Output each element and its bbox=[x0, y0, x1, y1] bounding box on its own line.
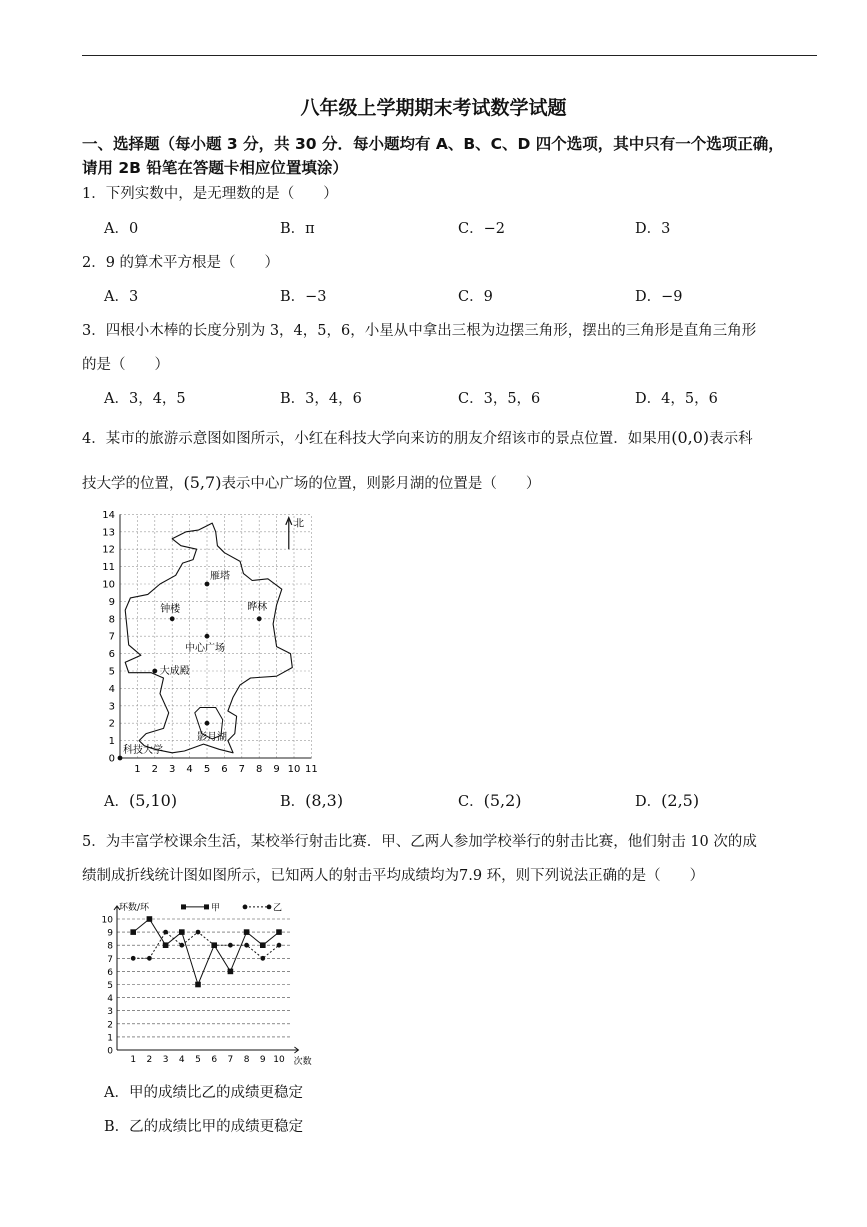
q4-option-c-value: (5,2) bbox=[483, 791, 522, 810]
q1-option-a[interactable]: A．0 bbox=[104, 221, 139, 237]
data-point-yi bbox=[163, 930, 168, 935]
data-point-jia bbox=[195, 982, 201, 988]
map-y-tick-label: 10 bbox=[102, 579, 115, 591]
data-point-jia bbox=[179, 929, 185, 935]
chart-x-tick-label: 4 bbox=[178, 1055, 185, 1065]
q4-option-c-letter: C． bbox=[458, 794, 484, 810]
map-x-tick-label: 3 bbox=[169, 764, 176, 775]
data-point-jia bbox=[147, 916, 153, 922]
map-x-tick-label: 7 bbox=[238, 764, 245, 775]
q4-option-b-value: (8,3) bbox=[305, 791, 344, 810]
map-origin-label: 0 bbox=[108, 753, 115, 765]
map-y-tick-label: 6 bbox=[108, 649, 115, 661]
exam-title: 八年级上学期期末考试数学试题 bbox=[300, 97, 567, 119]
map-y-tick-label: 2 bbox=[108, 718, 115, 730]
q1-option-c[interactable]: C．−2 bbox=[458, 221, 505, 237]
q2-option-c[interactable]: C．9 bbox=[458, 289, 493, 305]
chart-x-tick-label: 2 bbox=[146, 1055, 153, 1065]
map-x-tick-label: 9 bbox=[273, 764, 280, 775]
chart-x-tick-label: 5 bbox=[195, 1055, 201, 1065]
data-point-jia bbox=[228, 969, 234, 975]
q4-option-d[interactable] bbox=[635, 790, 699, 811]
legend-label-jia: 甲 bbox=[211, 903, 221, 914]
chart-x-tick-label: 8 bbox=[243, 1055, 250, 1065]
chart-x-tick-label: 1 bbox=[130, 1055, 137, 1065]
map-y-tick-label: 9 bbox=[108, 596, 115, 608]
data-point-yi bbox=[196, 930, 201, 935]
legend-marker-yi bbox=[267, 905, 272, 910]
section-heading bbox=[82, 132, 822, 180]
q1-option-b[interactable]: B．π bbox=[280, 221, 315, 237]
q4-option-b-letter: B． bbox=[280, 794, 306, 810]
chart-y-axis-label: 环数/环 bbox=[119, 902, 150, 913]
q4-option-d-letter: D． bbox=[635, 794, 662, 810]
map-x-tick-label: 6 bbox=[221, 764, 228, 775]
chart-y-tick-label: 5 bbox=[107, 981, 113, 991]
chart-x-tick-label: 3 bbox=[162, 1055, 169, 1065]
map-x-tick-label: 10 bbox=[287, 764, 301, 775]
place-label: 晔林 bbox=[247, 601, 268, 613]
data-point-jia bbox=[260, 942, 266, 948]
map-y-tick-label: 1 bbox=[108, 736, 115, 748]
map-x-tick-label: 4 bbox=[186, 764, 193, 775]
data-point-jia bbox=[276, 929, 282, 935]
q2-option-b[interactable]: B．−3 bbox=[280, 289, 327, 305]
legend-marker-jia bbox=[204, 904, 209, 909]
city-boundary bbox=[125, 523, 292, 753]
map-x-tick-label: 8 bbox=[256, 764, 263, 775]
q5-stem-line1: 5．为丰富学校课余生活，某校举行射击比赛．甲、乙两人参加学校举行的射击比赛，他们射击 10 次的成 bbox=[82, 834, 757, 850]
legend-label-yi: 乙 bbox=[273, 903, 283, 914]
data-point-jia bbox=[163, 942, 169, 948]
place-label: 钟楼 bbox=[160, 603, 181, 615]
chart-y-tick-label: 8 bbox=[107, 941, 113, 952]
place-dot bbox=[152, 669, 157, 674]
chart-y-tick-label: 4 bbox=[107, 994, 113, 1005]
data-point-jia bbox=[244, 929, 250, 935]
series-line-jia bbox=[133, 919, 279, 985]
q4-stem-line1-tail: 表示科 bbox=[709, 431, 753, 447]
q4-stem-line2-tail: 表示中心广场的位置，则影月湖的位置是（ ） bbox=[221, 476, 541, 492]
place-label: 科技大学 bbox=[123, 745, 163, 756]
chart-y-tick-label: 7 bbox=[107, 954, 113, 965]
q5-stem-line2: 绩制成折线统计图如图所示，已知两人的射击平均成绩均为7.9 环，则下列说法正确的是（ ） bbox=[82, 868, 705, 884]
chart-x-tick-label: 7 bbox=[227, 1055, 234, 1065]
chart-y-tick-label: 2 bbox=[107, 1020, 113, 1031]
data-point-yi bbox=[260, 956, 265, 961]
place-dot bbox=[205, 582, 210, 587]
q5-option-b[interactable]: B．乙的成绩比甲的成绩更稳定 bbox=[104, 1119, 304, 1135]
q4-stem-line2 bbox=[82, 472, 540, 493]
q1-stem: 1．下列实数中，是无理数的是（ ） bbox=[82, 186, 338, 202]
map-y-tick-label: 5 bbox=[108, 666, 115, 678]
place-label: 中心广场 bbox=[185, 643, 225, 655]
place-dot bbox=[118, 756, 123, 761]
chart-x-tick-label: 6 bbox=[211, 1055, 218, 1065]
q4-square-coord: (5,7) bbox=[183, 473, 222, 492]
map-y-tick-label: 3 bbox=[108, 701, 115, 713]
q4-option-d-value: (2,5) bbox=[661, 791, 700, 810]
map-y-tick-label: 8 bbox=[108, 614, 115, 626]
legend-marker-yi bbox=[243, 905, 248, 910]
map-y-tick-label: 12 bbox=[102, 544, 115, 556]
map-y-tick-label: 14 bbox=[102, 509, 115, 521]
data-point-yi bbox=[228, 943, 233, 948]
chart-y-tick-label: 3 bbox=[107, 1007, 113, 1018]
north-label: 北 bbox=[294, 518, 304, 530]
place-dot bbox=[170, 616, 175, 621]
map-y-tick-label: 4 bbox=[108, 683, 115, 695]
data-point-yi bbox=[147, 956, 152, 961]
q1-option-d[interactable]: D．3 bbox=[635, 221, 671, 237]
q3-option-a[interactable]: A．3，4，5 bbox=[104, 391, 186, 407]
map-x-tick-label: 5 bbox=[203, 764, 211, 775]
q5-option-a[interactable]: A．甲的成绩比乙的成绩更稳定 bbox=[104, 1085, 303, 1101]
q4-stem-line1-text: 4．某市的旅游示意图如图所示，小红在科技大学向来访的朋友介绍该市的景点位置．如果用 bbox=[82, 431, 672, 447]
chart-x-tick-label: 10 bbox=[273, 1055, 285, 1065]
q2-option-d[interactable]: D．−9 bbox=[635, 289, 683, 305]
chart-y-tick-label: 0 bbox=[107, 1046, 113, 1057]
shooting-score-chart bbox=[95, 893, 330, 1065]
q4-origin-coord: (0,0) bbox=[671, 428, 710, 447]
map-y-tick-label: 11 bbox=[102, 562, 115, 574]
chart-x-tick-label: 9 bbox=[259, 1055, 266, 1065]
q2-stem: 2．9 的算术平方根是（ ） bbox=[82, 255, 280, 271]
tourism-map bbox=[100, 500, 325, 780]
q3-option-d[interactable]: D．4，5，6 bbox=[635, 391, 718, 407]
data-point-jia bbox=[130, 929, 136, 935]
q4-stem-line2-text: 技大学的位置， bbox=[82, 476, 184, 492]
q4-option-b[interactable] bbox=[280, 790, 343, 811]
section-heading-line2: 请用 2B 铅笔在答题卡相应位置填涂） bbox=[82, 159, 348, 177]
data-point-yi bbox=[131, 956, 136, 961]
section-heading-line1: 一、选择题（每小题 3 分，共 30 分．每小题均有 A、B、C、D 四个选项，其中只有一个选项正确， bbox=[82, 135, 784, 153]
q4-option-a[interactable] bbox=[104, 790, 177, 811]
chart-y-tick-label: 9 bbox=[107, 928, 113, 939]
place-label: 雁塔 bbox=[210, 571, 230, 582]
q4-stem-line1 bbox=[82, 427, 753, 448]
data-point-yi bbox=[244, 943, 249, 948]
place-label: 影月湖 bbox=[197, 732, 227, 744]
data-point-yi bbox=[179, 943, 184, 948]
data-point-yi bbox=[277, 943, 282, 948]
q3-option-c[interactable]: C．3，5，6 bbox=[458, 391, 541, 407]
map-x-tick-label: 11 bbox=[305, 764, 318, 775]
q4-option-c[interactable] bbox=[458, 790, 522, 811]
q3-stem-line1: 3．四根小木棒的长度分别为 3，4，5，6，小星从中拿出三根为边摆三角形，摆出的三角形是直角三角形 bbox=[82, 323, 757, 339]
q4-option-a-letter: A． bbox=[104, 794, 129, 810]
chart-y-tick-label: 6 bbox=[107, 967, 113, 978]
map-x-tick-label: 1 bbox=[134, 764, 141, 775]
map-x-tick-label: 2 bbox=[151, 764, 158, 775]
place-dot bbox=[257, 616, 262, 621]
q3-stem-line2: 的是（ ） bbox=[82, 357, 169, 373]
legend-marker-jia bbox=[181, 904, 186, 909]
place-dot bbox=[205, 721, 210, 726]
q2-option-a[interactable]: A．3 bbox=[104, 289, 139, 305]
header-rule bbox=[82, 55, 817, 56]
chart-x-axis-label: 次数 bbox=[293, 1057, 312, 1065]
chart-y-tick-label: 10 bbox=[101, 915, 113, 926]
map-y-tick-label: 7 bbox=[108, 631, 115, 643]
place-label: 大成殿 bbox=[159, 666, 190, 677]
q3-option-b[interactable]: B．3，4，6 bbox=[280, 391, 362, 407]
map-y-tick-label: 13 bbox=[102, 527, 115, 539]
data-point-yi bbox=[212, 943, 217, 948]
place-dot bbox=[205, 634, 210, 639]
q4-option-a-value: (5,10) bbox=[128, 791, 178, 810]
chart-y-tick-label: 1 bbox=[107, 1033, 113, 1044]
